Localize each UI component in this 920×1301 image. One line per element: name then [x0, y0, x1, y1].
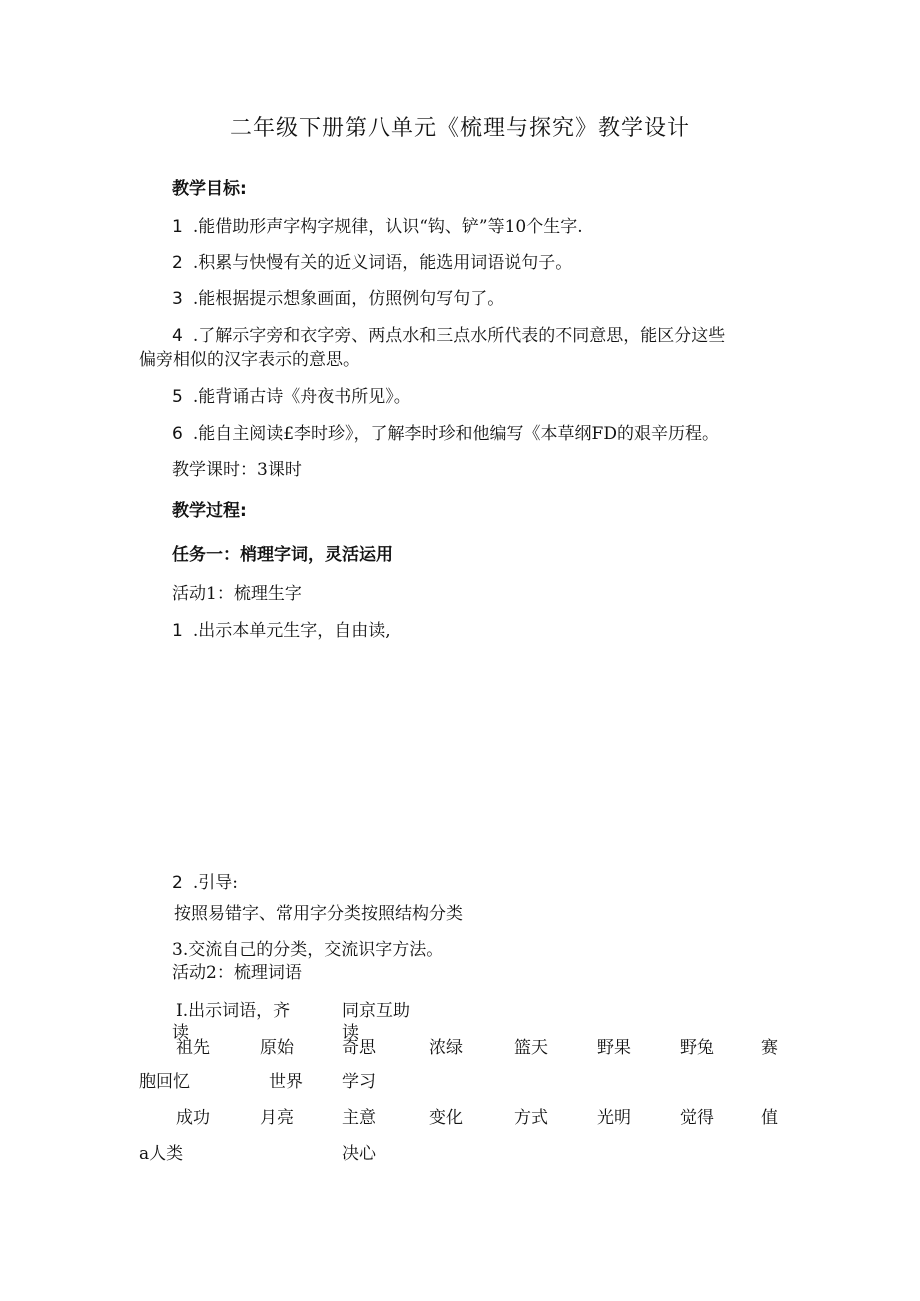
activity-2-step-1-b-wrap: 读	[342, 1023, 359, 1043]
goal-4-text: .了解示字旁和衣字旁、两点水和三点水所代表的不同意思，能区分这些	[192, 326, 726, 346]
word: 世界	[269, 1072, 303, 1092]
teaching-hours: 教学课时：3课时	[172, 460, 302, 480]
goal-1	[172, 216, 583, 238]
activity-2-heading: 活动2：梳理词语	[172, 963, 302, 983]
word: 赛	[761, 1038, 778, 1058]
goal-5-number: 5	[172, 387, 183, 407]
goal-4-number: 4	[172, 326, 183, 346]
word: 决心	[342, 1144, 376, 1164]
activity-1-step-3: 3.交流自己的分类，交流识字方法。	[172, 940, 444, 960]
goal-3	[172, 288, 504, 310]
word: 变化	[429, 1108, 463, 1128]
activity-1-step-2-detail: 按照易错字、常用字分类按照结构分类	[174, 904, 463, 924]
word: 篮天	[514, 1038, 548, 1058]
goal-2	[172, 252, 572, 274]
goal-3-number: 3	[172, 289, 183, 309]
word: 值	[761, 1108, 778, 1128]
word: a人类	[139, 1144, 184, 1164]
goal-5-text: .能背诵古诗《舟夜书所见》。	[192, 387, 411, 407]
step-1-text: .出示本单元生字，自由读,	[192, 621, 391, 641]
step-2-text: .引导:	[192, 873, 238, 893]
goal-5	[172, 386, 411, 408]
activity-1-step-2	[172, 872, 238, 894]
goal-1-number: 1	[172, 217, 183, 237]
word: 原始	[260, 1038, 294, 1058]
activity-2-step-1-wrap: 读	[172, 1023, 189, 1043]
activity-1-heading: 活动1：梳理生字	[172, 584, 302, 604]
goals-heading: 教学目标:	[172, 179, 247, 199]
step-1-number: 1	[172, 621, 183, 641]
goal-1-text: .能借助形声字构字规律，认识“钩、铲”等10个生字.	[192, 217, 583, 237]
word: 祖先	[176, 1038, 210, 1058]
step-2-number: 2	[172, 873, 183, 893]
goal-2-number: 2	[172, 253, 183, 273]
document-title: 二年级下册第八单元《梳理与探究》教学设计	[229, 116, 690, 141]
word: 光明	[597, 1108, 631, 1128]
word: 成功	[176, 1108, 210, 1128]
goal-6-number: 6	[172, 424, 183, 444]
goal-4	[172, 325, 725, 347]
word: 月亮	[260, 1108, 294, 1128]
word: 野兔	[680, 1038, 714, 1058]
word: 野果	[597, 1038, 631, 1058]
goal-3-text: .能根据提示想象画面，仿照例句写句了。	[192, 289, 505, 309]
goal-4-continued: 偏旁相似的汉字表示的意思。	[139, 350, 360, 370]
word: 浓绿	[429, 1038, 463, 1058]
task-1-heading: 任务一：梢理字词，灵活运用	[172, 545, 393, 565]
word: 学习	[342, 1072, 376, 1092]
activity-2-step-1: I.出示词语，齐	[176, 1001, 291, 1021]
goal-6	[172, 423, 719, 445]
word: 奇思	[342, 1038, 376, 1058]
goal-2-text: .积累与快慢有关的近义词语，能选用词语说句子。	[192, 253, 573, 273]
word: 主意	[342, 1108, 376, 1128]
activity-1-step-1	[172, 620, 391, 642]
goal-6-text: .能自主阅读£李时珍》，了解李时珍和他编写《本草纲FD的艰辛历程。	[192, 424, 719, 444]
word: 胞回忆	[139, 1072, 190, 1092]
process-heading: 教学过程:	[172, 501, 247, 521]
word: 方式	[514, 1108, 548, 1128]
word: 觉得	[680, 1108, 714, 1128]
activity-2-step-1-b: 同京互助	[342, 1001, 410, 1021]
